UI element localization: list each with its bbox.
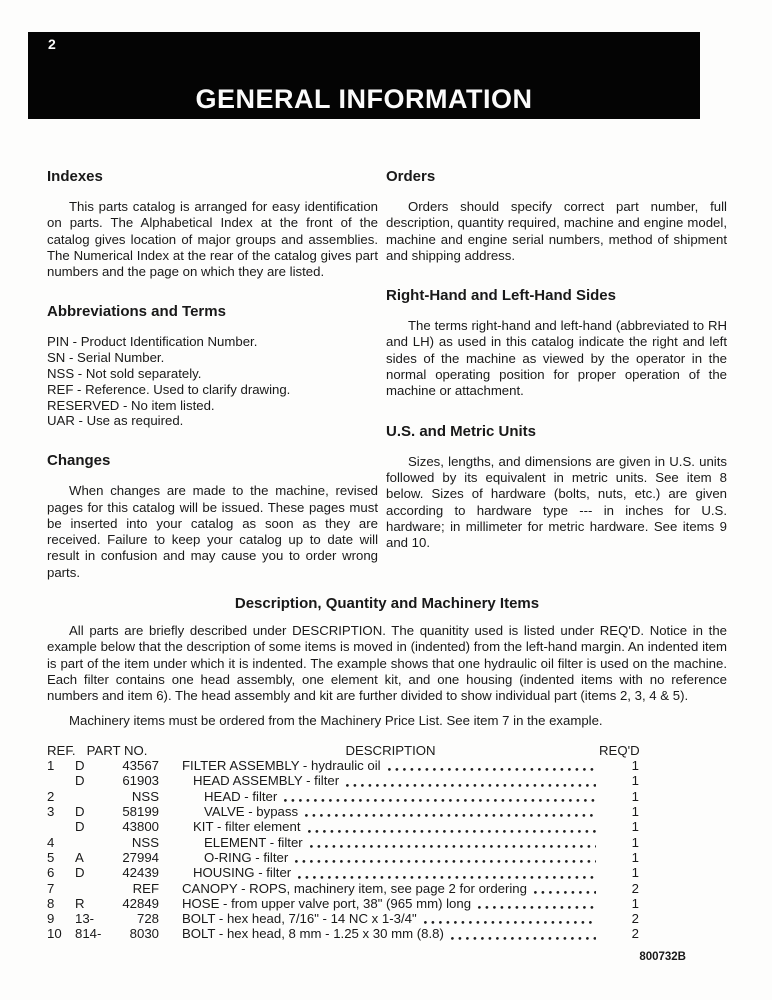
ref-cell: 1 bbox=[47, 758, 55, 774]
reqd-header: REQ'D bbox=[599, 742, 640, 758]
machinery-note-text: Machinery items must be ordered from the Machinery Price List. See item 7 in the example. bbox=[69, 712, 603, 728]
description-cell: VALVE - bypass bbox=[204, 804, 299, 820]
abbreviations-list bbox=[47, 334, 378, 429]
right-column bbox=[386, 168, 727, 551]
header-banner bbox=[28, 32, 700, 119]
reqd-cell: 1 bbox=[631, 758, 639, 774]
form-number: 800732B bbox=[639, 951, 686, 963]
table-row bbox=[47, 835, 639, 850]
section-heading-abbreviations: Abbreviations and Terms bbox=[47, 303, 226, 321]
parts-table bbox=[47, 743, 639, 942]
part-number-cell: 42439 bbox=[122, 865, 159, 881]
part-prefix-cell: D bbox=[75, 865, 85, 881]
ref-cell: 2 bbox=[47, 788, 55, 804]
table-row bbox=[47, 804, 639, 819]
reqd-cell: 1 bbox=[631, 865, 639, 881]
table-row bbox=[47, 896, 639, 911]
part-prefix-cell: D bbox=[75, 804, 85, 820]
ref-cell: 4 bbox=[47, 834, 55, 850]
page-content bbox=[47, 168, 727, 942]
table-row bbox=[47, 773, 639, 788]
page-title: GENERAL INFORMATION bbox=[195, 84, 533, 114]
two-column-area bbox=[47, 168, 727, 581]
changes-text: When changes are made to the machine, revised pages for this catalog will be issued. These pages must be inserted into your catalog as soon as they are received. Failure to keep your catalog up to date will result in confusion and may cause you to order wrong parts. bbox=[47, 483, 378, 580]
ref-cell: 7 bbox=[47, 880, 55, 896]
orders-text: Orders should specify correct part number, full description, quantity required, machine and engine model, machine and engine serial numbers, method of shipment and shipping address. bbox=[386, 199, 727, 263]
description-cell: BOLT - hex head, 7/16" - 14 NC x 1-3/4" bbox=[182, 911, 417, 927]
abbreviation-item: SN - Serial Number. bbox=[47, 350, 165, 366]
sides-text: The terms right-hand and left-hand (abbreviated to RH and LH) as used in this catalog indicate the right and left sides of the machine as viewed by the operator in the normal operating position for proper operation of the machine or attachment. bbox=[386, 318, 727, 399]
section-heading-description-quantity: Description, Quantity and Machinery Items bbox=[234, 595, 540, 613]
table-header-row bbox=[47, 743, 639, 758]
leader-dots bbox=[305, 814, 596, 817]
reqd-cell: 1 bbox=[631, 895, 639, 911]
abbreviation-item: PIN - Product Identification Number. bbox=[47, 334, 258, 350]
part-number-cell: 728 bbox=[136, 911, 159, 927]
reqd-cell: 1 bbox=[631, 819, 639, 835]
part-prefix-cell: 13- bbox=[75, 911, 95, 927]
part-number-cell: 42849 bbox=[122, 895, 159, 911]
leader-dots bbox=[451, 937, 596, 940]
table-row bbox=[47, 819, 639, 834]
ref-cell: 6 bbox=[47, 865, 55, 881]
part-number-cell: 61903 bbox=[122, 773, 159, 789]
table-row bbox=[47, 789, 639, 804]
leader-dots bbox=[310, 845, 596, 848]
part-number-cell: NSS bbox=[131, 834, 159, 850]
description-cell: FILTER ASSEMBLY - hydraulic oil bbox=[182, 758, 381, 774]
leader-dots bbox=[284, 799, 596, 802]
reqd-cell: 2 bbox=[631, 926, 639, 942]
reqd-cell: 2 bbox=[631, 880, 639, 896]
section-heading-sides: Right-Hand and Left-Hand Sides bbox=[386, 287, 616, 305]
abbreviation-item: REF - Reference. Used to clarify drawing. bbox=[47, 381, 291, 397]
reqd-cell: 1 bbox=[631, 788, 639, 804]
part-prefix-cell: R bbox=[75, 895, 85, 911]
ref-cell: 8 bbox=[47, 895, 55, 911]
description-quantity-text: All parts are briefly described under DESCRIPTION. The quanitity used is listed under REQ'D. Notice in the example below that the description of some items is moved in (indented) from the left-hand margin. An indented item is part of the item under which it is indented. The example shows that one hydraulic oil filter is used on the machine. Each filter contains one head assembly, one element kit, and one housing (indented items with no reference numbers and item 6). The head assembly and kit are further divided to show individual part (items 2, 3, 4 & 5). bbox=[47, 623, 727, 704]
description-cell: BOLT - hex head, 8 mm - 1.25 x 30 mm (8.8) bbox=[182, 926, 444, 942]
ref-cell: 9 bbox=[47, 911, 55, 927]
part-number-cell: 43567 bbox=[122, 758, 159, 774]
part-prefix-cell: D bbox=[75, 758, 85, 774]
abbreviation-item: NSS - Not sold separately. bbox=[47, 366, 202, 382]
reqd-cell: 2 bbox=[631, 911, 639, 927]
left-column bbox=[47, 168, 378, 581]
description-cell: O-RING - filter bbox=[204, 849, 289, 865]
leader-dots bbox=[295, 860, 596, 863]
description-cell: ELEMENT - filter bbox=[204, 834, 303, 850]
table-row bbox=[47, 926, 639, 941]
description-cell: KIT - filter element bbox=[193, 819, 301, 835]
part-number-cell: 43800 bbox=[122, 819, 159, 835]
units-text: Sizes, lengths, and dimensions are given in U.S. units followed by its equivalent in metric units. See item 8 below. Sizes of hardware (bolts, nuts, etc.) are given according to hardware type --- in inches for U.S. hardware; in millimeter for metric hardware. See items 9 and 10. bbox=[386, 453, 727, 551]
reqd-cell: 1 bbox=[631, 804, 639, 820]
section-heading-orders: Orders bbox=[386, 168, 436, 185]
part-no-header: PART NO. bbox=[86, 742, 148, 758]
leader-dots bbox=[534, 891, 596, 894]
part-prefix-cell: A bbox=[75, 849, 84, 865]
page-number: 2 bbox=[48, 36, 56, 52]
description-quantity-section bbox=[47, 595, 727, 729]
part-prefix-cell: D bbox=[75, 773, 85, 789]
description-cell: HOUSING - filter bbox=[193, 865, 292, 881]
part-number-cell: 8030 bbox=[129, 926, 159, 942]
part-number-cell: NSS bbox=[131, 788, 159, 804]
description-cell: HEAD ASSEMBLY - filter bbox=[193, 773, 340, 789]
leader-dots bbox=[478, 906, 596, 909]
leader-dots bbox=[346, 784, 596, 787]
section-heading-indexes: Indexes bbox=[47, 168, 103, 185]
leader-dots bbox=[298, 876, 596, 879]
table-row bbox=[47, 881, 639, 896]
description-cell: HOSE - from upper valve port, 38" (965 mm) long bbox=[182, 895, 472, 911]
table-row bbox=[47, 758, 639, 773]
leader-dots bbox=[388, 768, 596, 771]
ref-cell: 3 bbox=[47, 804, 55, 820]
abbreviation-item: RESERVED - No item listed. bbox=[47, 397, 215, 413]
table-row bbox=[47, 850, 639, 865]
section-heading-units: U.S. and Metric Units bbox=[386, 422, 537, 440]
table-row bbox=[47, 911, 639, 926]
part-number-cell: 58199 bbox=[122, 804, 159, 820]
reqd-cell: 1 bbox=[631, 773, 639, 789]
part-number-cell: 27994 bbox=[122, 849, 159, 865]
section-heading-changes: Changes bbox=[47, 452, 111, 470]
ref-cell: 10 bbox=[47, 926, 62, 942]
ref-header: REF. bbox=[47, 742, 76, 758]
reqd-cell: 1 bbox=[631, 834, 639, 850]
leader-dots bbox=[308, 830, 597, 833]
reqd-cell: 1 bbox=[631, 849, 639, 865]
description-header: DESCRIPTION bbox=[345, 742, 436, 758]
indexes-text: This parts catalog is arranged for easy identification on parts. The Alphabetical Index at the front of the catalog gives location of major groups and assemblies. The Numerical Index at the rear of the catalog gives part numbers and the page on which they are listed. bbox=[47, 199, 378, 280]
table-row bbox=[47, 865, 639, 880]
description-cell: HEAD - filter bbox=[204, 788, 278, 804]
description-cell: CANOPY - ROPS, machinery item, see page 2 for ordering bbox=[182, 880, 527, 896]
part-prefix-cell: D bbox=[75, 819, 85, 835]
ref-cell: 5 bbox=[47, 849, 55, 865]
part-prefix-cell: 814- bbox=[75, 926, 102, 942]
leader-dots bbox=[424, 921, 596, 924]
abbreviation-item: UAR - Use as required. bbox=[47, 413, 184, 429]
part-number-cell: REF bbox=[132, 880, 159, 896]
